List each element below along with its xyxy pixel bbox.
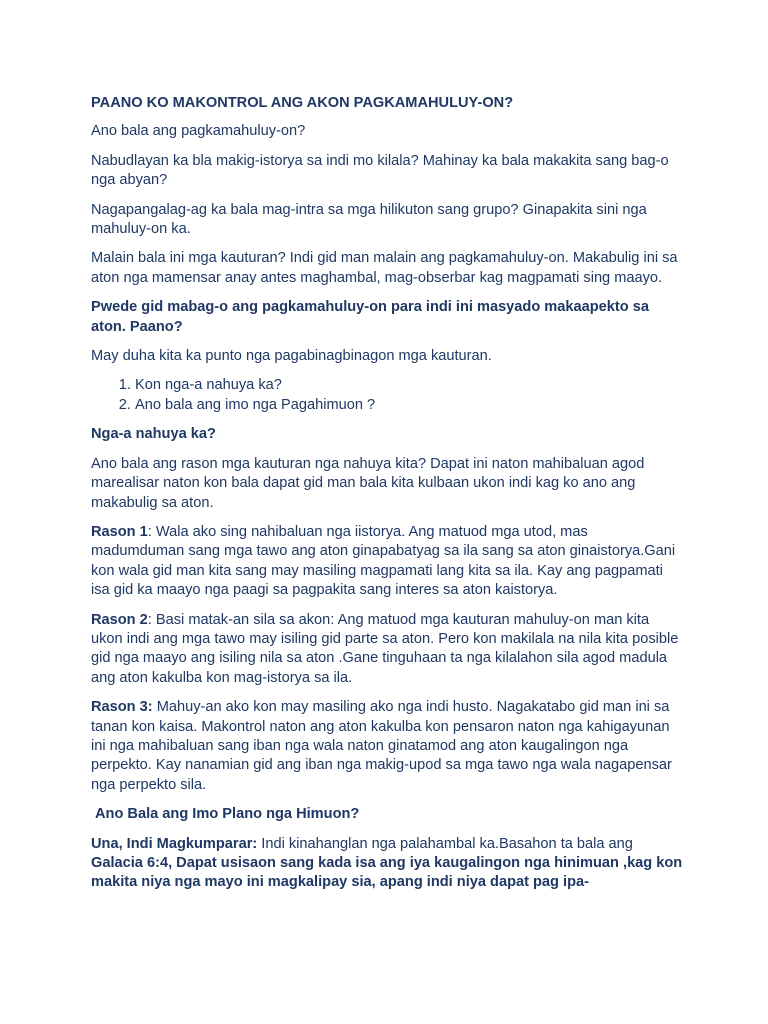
paragraph-points: May duha kita ka punto nga pagabinagbinagon mga kauturan. — [91, 348, 492, 365]
subheading-change: Pwede gid mabag-o ang pagkamahuluy-on para indi ini masyado makaapekto sa aton. Paano? — [91, 299, 649, 335]
rason-3-text: Mahuy-an ako kon may masiling ako nga indi husto. Nagakatabo gid man ini sa tanan kon kaisa. Makontrol naton ang aton kakulba kon pensaron naton nga kahigayunan ini nga mahibaluan sang iban nga wala naton ginatamod ang aton kaugalingon nga perpekto. Kay nanamian gid ang iban nga makig-upod sa mga tawo nga wala nagapensar nga perpekto sila. — [91, 699, 672, 793]
una-text: Indi kinahanglan nga palahambal ka.Basahon ta bala ang — [257, 835, 633, 852]
rason-2-label: Rason 2 — [91, 611, 148, 628]
paragraph-rason-2 — [91, 611, 683, 689]
list-item: 2. Ano bala ang imo nga Pagahimuon ? — [135, 396, 683, 415]
rason-2-text: : Basi matak-an sila sa akon: Ang matuod mga kauturan mahuluy-on man kita ukon indi ang mga tawo may isiling gid parte sa aton. Pero kon makilala na nila kita posible gid nga maayo ang isiling nila sa aton .Gane tinguhaan ta nga kilalahon sila agod madula ang aton kakulba kon mag-istorya sa ila. — [91, 611, 679, 686]
document-title: PAANO KO MAKONTROL ANG AKON PAGKAMAHULUY-ON? — [91, 95, 514, 111]
numbered-list — [91, 376, 683, 415]
paragraph-intro-2: Nagapangalag-ag ka bala mag-intra sa mga hilikuton sang grupo? Ginapakita sini nga mahuluy-on ka. — [91, 201, 647, 238]
una-verse: Galacia 6:4, Dapat usisaon sang kada isa ang iya kaugalingon nga hinimuan ,kag kon makita niya nga mayo ini magkalipay sia, apang indi niya dapat pag ipa- — [91, 855, 683, 891]
paragraph-reason-intro: Ano bala ang rason mga kauturan nga nahuya kita? Dapat ini naton mahibaluan agod marealisar naton kon bala dapat gid man bala kita kulbaan ukon indi kag ko ano ang makabulig sa aton. — [91, 455, 645, 511]
paragraph-rason-3 — [91, 698, 683, 795]
list-item: 1. Kon nga-a nahuya ka? — [135, 376, 683, 395]
subheading-plan: Ano Bala ang Imo Plano nga Himuon? — [95, 806, 360, 823]
paragraph-question: Ano bala ang pagkamahuluy-on? — [91, 123, 306, 140]
subheading-why: Nga-a nahuya ka? — [91, 426, 216, 443]
paragraph-intro-3: Malain bala ini mga kauturan? Indi gid man malain ang pagkamahuluy-on. Makabulig ini sa aton nga mamensar anay antes maghambal, mag-obserbar kag magpamati sing maayo. — [91, 250, 678, 286]
rason-3-label: Rason 3: — [91, 699, 153, 716]
rason-1-label: Rason 1 — [91, 523, 148, 540]
rason-1-text: : Wala ako sing nahibaluan nga iistorya. Ang matuod mga utod, mas madumduman sang mga tawo ang aton ginapabatyag sa ila sang sa aton ginaistorya.Gani kon wala gid man kita sang may masiling magpamati lang kita sa ila. Kay ang pagpamati isa gid ka maayo nga paagi sa pagpakita sang interes sa aton kaistorya. — [91, 523, 676, 599]
paragraph-intro-1: Nabudlayan ka bla makig-istorya sa indi mo kilala? Mahinay ka bala makakita sang bag-o nga abyan? — [91, 152, 669, 189]
paragraph-una — [91, 835, 683, 893]
paragraph-rason-1 — [91, 523, 683, 601]
document-page — [91, 94, 683, 903]
una-label: Una, Indi Magkumparar: — [91, 835, 258, 852]
